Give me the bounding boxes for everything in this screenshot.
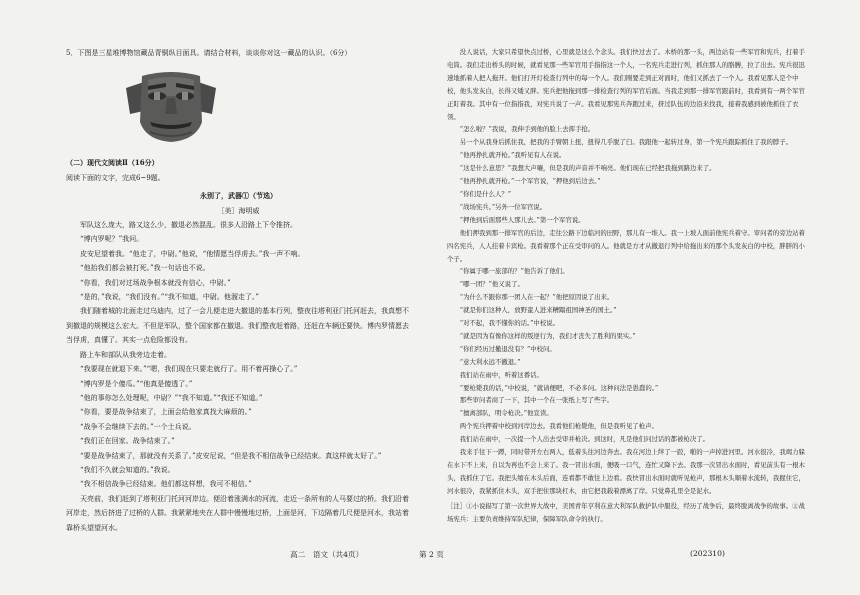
paragraph: “你看，要是战争结束了，上面会给他家真找大麻烦的。”	[80, 408, 252, 417]
paragraph: “要枪毙我的话，”中校说，“就请便吧，不必多问。这种问法是愚蠢的。”	[459, 383, 659, 392]
left-text-body	[66, 218, 411, 535]
paragraph: “他的事你怎么处理呢，中尉？”“我不知道。”“我还不知道。”	[80, 393, 263, 402]
paragraph: 我来手往下一蹲，同时带开左右两人，低着头往河边奔去。我在河边上绊了一跤，啪的一声掉进河里。河水很冷，我竭力躲在水下不上来，自以为再也不会上来了。我一冒出水面，便吸一口气，连忙又降下去。我那一次冒出水面时，看见前头有一根木头，我抓住了它。我把头缩在木头后面，连看都不敢往上边看。我快冒出水面时就听见枪声，那根木头顺着水流转，我握住它，河水很冷，我紧抓住木头，双手把住那块杠木，由它把我载着漂离了岸。只觉鼻孔里全是泥水。	[447, 448, 805, 495]
section-instruction: 阅读下面的文字，完成6~9题。	[66, 173, 165, 182]
paragraph: “他再挣扎就开枪。”我听见有人在说。	[459, 151, 566, 160]
paragraph: “他抬我们都会被打死。”我一句话也不说。	[80, 264, 210, 273]
paragraph: 皮安尼望着我。“他走了，中尉。”他说，“他情愿当俘虏去。”我一声不响。	[80, 249, 305, 258]
paragraph: 路上车和部队从我旁边走着。	[80, 350, 171, 359]
paragraph: “我们正在回家。战争结束了。”	[80, 437, 175, 446]
question-5: 5．下图是三星堆博物馆藏品青铜纵目面具。请结合材料，谈谈你对这一藏品的认识。（6分）	[66, 49, 352, 57]
paragraph: “我们不久就会知道的。”我说。	[80, 465, 175, 474]
paragraph: “就是你们这种人，放野蛮人进来糟蹋祖国神圣的国土。”	[459, 306, 617, 315]
paragraph: 军队这么庞大，路又这么少，撤退必然混乱。很多人沿路上下令推挤。	[80, 221, 297, 230]
paragraph: 我们站在雨中，一次提一个人出去受审并枪决。到这时，凡是他们问过话的都被枪决了。	[459, 435, 710, 444]
paragraph: 我们站在雨中，听着这番话。	[459, 370, 543, 379]
paragraph: 我们随着城的北面走过乌迪内，过了一会儿便走进大撤退的基本行列，整夜往塔利亚门托河赶去，我真想不到撤退的规模这么宏大。不但是军队，整个国家都在撤退。我们整夜赶着路，还赶在车辆还要快。博内罗情愿去当俘虏，真懂了。其实一点危险都没有。	[66, 307, 409, 345]
paragraph: “哪一团？”他又说了。	[459, 280, 524, 289]
paragraph: “要是战争结束了，那就没有关系了。”皮安尼说，“但是我不相信战争已经结束。真这样就太好了。”	[80, 451, 382, 460]
paragraph: “博内罗是个傻瓜。”“他真是傻透了。”	[80, 379, 193, 388]
left-column	[66, 46, 411, 535]
paragraph: “意大利永远不撤退。”	[459, 357, 521, 366]
paragraph: “博内罗呢？”我问。	[80, 235, 144, 244]
right-column	[447, 46, 805, 526]
paragraph: 两个宪兵押着中校到河岸边去。我看他们枪毙他，但是我听见了枪声。	[459, 422, 658, 431]
paragraph: “你看，我们对过场战争根本就没有信心，中尉。”	[80, 278, 231, 287]
mask-illustration	[120, 66, 222, 148]
paragraph: “为什么不跟你那一团人在一起？”他把原因说了出来。	[459, 293, 614, 302]
section-heading: （二）现代文阅读Ⅱ（16分）	[66, 158, 159, 168]
paragraph: “战场宪兵。”另外一位军官说。	[459, 202, 547, 211]
story-title: 永别了，武器①（节选）	[200, 191, 277, 201]
paragraph: “你们经历过撤退没有？”中校问。	[459, 344, 556, 353]
paragraph: “我不相信战争已经结束。他们都这样想，我可不相信。”	[80, 480, 252, 489]
paragraph: “你属于哪一旅部的？”他告诉了他们。	[459, 267, 569, 276]
paragraph: “你们是什么人？”	[459, 189, 512, 198]
paragraph: “对不起，我不懂你的话。”中校说。	[459, 319, 559, 328]
paragraph: “战争不会继续下去的。”一个士兵说。	[80, 422, 196, 431]
footnote: ［注］①小说描写了第一次世界大战中，美国青年亨利在意大利军队救护队中服役，经历了战争后，最终脱离战争的故事。②战场宪兵：主要负责维持军队纪律，保障军队命令的执行。	[447, 501, 805, 523]
paragraph: “怎么啦？”我说，我伸手到他的脸上去挥手抢。	[459, 125, 595, 134]
paragraph: 他们押我到那一排军官的后边，走往公路下边临河的田野，那儿有一堆人。我一上坡人面前他宪兵着守。审问者的旁边站着四名宪兵，人人挂着卡宾枪。我看着那个正在受审问的人。他就是方才从撤退行列中给拖出来的那个头发灰白的中校，胖胖的小个子。	[447, 228, 805, 263]
footer-exam-code: (202310)	[690, 549, 725, 558]
paragraph: “他再挣扎就开枪。”一个军官说，“押他到后边去。”	[459, 177, 601, 186]
paragraph: 没人说话，大家只希望快点过桥，心里就是这么个念头。我们快过去了。木桥的那一头，两边站有一些军官和宪兵，打着手电筒。我们走出桥头的时候，就看见那一些军官用手指指这一个人，一名宪兵走进行列，抓住那人的胳膊，拉了出去。宪兵很迅速地抓着人把人拖开。他们打开灯检查行列中的每一个人。我们刚要走到正对面时，他们又抓去了一个人。我看见那人是个中校，他头发灰白，长得又矮又胖。宪兵把他拖到那一排检查行列的军官后面。当我走到那一排军官跟前时，我看到有一两个军官正盯着我。其中有一位指指我，对宪兵说了一声。我看见那宪兵奔跑过来，挤过队伍的边沿来找我，接着我感到被他抓住了衣领。	[447, 48, 805, 121]
paragraph: 那些审问者商了一下，其中一个在一张纸上写了些字。	[459, 396, 614, 405]
bronze-mask-image	[120, 66, 222, 148]
footer-page-number: 第 2 页	[419, 550, 444, 559]
story-author: ［美］海明威	[217, 206, 260, 215]
paragraph: “这是什么意思？”我想大声嚷，但是我的声音并不响亮。他们现在已经把我拖到路边来了。	[459, 164, 716, 173]
paragraph: “押他到后面那些人那儿去。”第一个军官说。	[459, 215, 585, 224]
paragraph: “是的，”我说，“我们没有。”“我不知道，中尉。他溜走了。”	[80, 293, 259, 302]
paragraph: 天亮前，我们赶到了塔利亚门托河河岸边。便沿着涨满水的河流，走近一条所有的人马要过的桥。我们沿着河岸走，然后挤进了过桥的人群。我紧紧地夹在人群中慢慢地过桥，上面是河，下边隔着几尺便是河水，我站着靠桥头望望河水。	[66, 494, 409, 532]
footer-course: 高二 语文（共4页）	[290, 550, 364, 559]
paragraph: “就是因为有像你这样的叛逆行为，我们才丧失了胜利的果实。”	[459, 331, 636, 340]
paragraph: “擅离部队，明令枪决。”他宣读。	[459, 409, 553, 418]
paragraph: “我要现在就退下来。”“嗯，我们现在只要走就行了。用不着再操心了。”	[80, 365, 298, 374]
paragraph: 另一个从我身后抓住我，把我的手臂朝上扭，扭得几乎脱了臼。我跟他一起转过身，第一个宪兵跟踪抓住了我的脖子。	[459, 138, 793, 147]
